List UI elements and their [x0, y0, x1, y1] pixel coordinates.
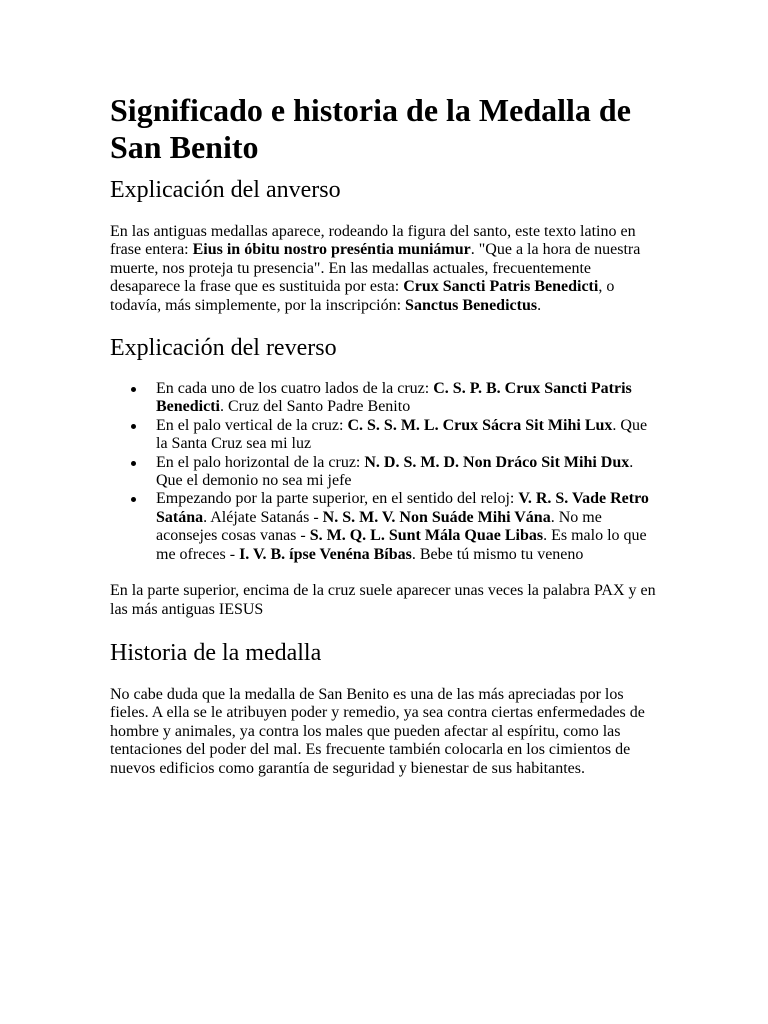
text-run: En el palo vertical de la cruz: — [156, 416, 348, 434]
bold-run: N. D. S. M. D. Non Dráco Sit Mihi Dux — [364, 453, 630, 471]
bold-run: C. S. S. M. L. Crux Sácra Sit Mihi Lux — [347, 416, 613, 434]
text-run: . Cruz del Santo Padre Benito — [220, 398, 411, 416]
text-run: . — [537, 296, 542, 314]
text-run: , o todavía, más simplemente, por la inscripción: — [110, 278, 615, 314]
bold-run: Eius in óbitu nostro preséntia muniámur — [192, 241, 471, 259]
bold-run: I. V. B. ípse Venéna Bíbas — [239, 545, 412, 563]
paragraph-anverso — [110, 223, 658, 315]
heading-historia: Historia de la medalla — [110, 639, 322, 666]
paragraph-historia: No cabe duda que la medalla de San Benito es una de las más apreciadas por los fieles. A ella se le atribuyen poder y remedio, ya sea contra ciertas enfermedades de hombre y animales, ya contra los males que pueden afectar al espíritu, como las tentaciones del poder del mal. Es frecuente también colocarla en los cimientos de nuevos edificios como garantía de seguridad y bienestar de sus habitantes. — [110, 685, 645, 777]
page-title: Significado e historia de la Medalla de San Benito — [110, 92, 631, 165]
heading-reverso: Explicación del reverso — [110, 335, 337, 362]
bold-run: Crux Sancti Patris Benedicti — [403, 278, 599, 296]
text-run: . Aléjate Satanás - — [203, 508, 323, 526]
text-run: En cada uno de los cuatro lados de la cruz: — [156, 380, 434, 398]
list-item — [156, 454, 658, 491]
paragraph-pax-note: En la parte superior, encima de la cruz suele aparecer unas veces la palabra PAX y en las más antiguas IESUS — [110, 582, 656, 618]
reverso-list — [110, 380, 658, 564]
document-page — [110, 92, 658, 778]
text-run: . Que el demonio no sea mi jefe — [156, 453, 634, 490]
bold-run: C. S. P. B. Crux Sancti Patris Benedicti — [156, 380, 632, 416]
bold-run: S. M. Q. L. Sunt Mála Quae Libas — [309, 527, 544, 545]
bold-run: V. R. S. Vade Retro Satána — [156, 490, 649, 526]
bold-run: N. S. M. V. Non Suáde Mihi Vána — [322, 508, 551, 526]
text-run: . Es malo lo que me ofreces - — [156, 527, 647, 563]
list-item — [156, 490, 658, 564]
list-item — [156, 417, 658, 454]
text-run: Empezando por la parte superior, en el sentido del reloj: — [156, 490, 519, 508]
bold-run: Sanctus Benedictus — [405, 296, 538, 314]
text-run: . "Que a la hora de nuestra muerte, nos proteja tu presencia". En las medallas actuales, frecuentemente desaparece la frase que es sustituida por esta: — [110, 241, 641, 296]
heading-anverso: Explicación del anverso — [110, 177, 341, 203]
text-run: En el palo horizontal de la cruz: — [156, 453, 365, 471]
text-run: . No me aconsejes cosas vanas - — [156, 508, 602, 545]
text-run: . Que la Santa Cruz sea mi luz — [156, 416, 648, 453]
text-run: En las antiguas medallas aparece, rodeando la figura del santo, este texto latino en frase entera: — [110, 223, 636, 259]
list-item — [156, 380, 658, 417]
text-run: . Bebe tú mismo tu veneno — [411, 545, 584, 563]
